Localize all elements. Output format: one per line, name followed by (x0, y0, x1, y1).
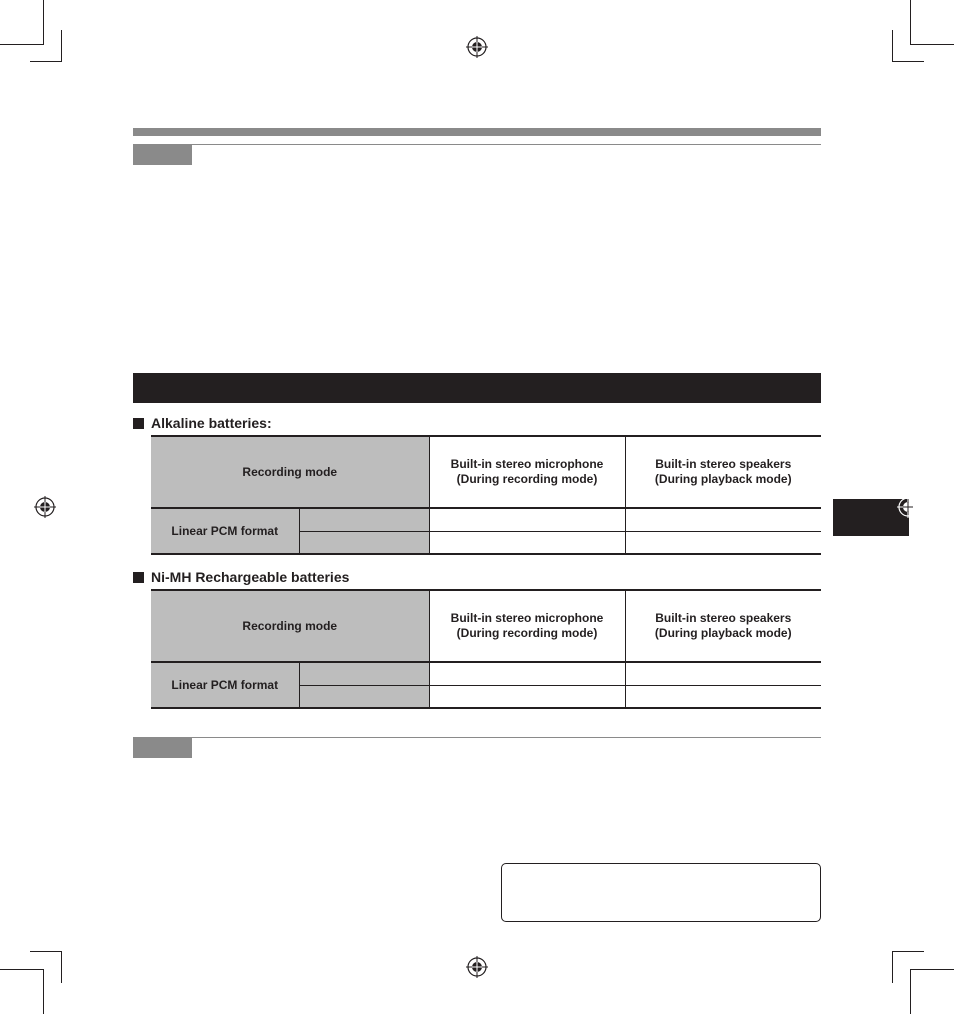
info-box (501, 863, 821, 922)
top-rule (133, 128, 821, 136)
table-cell (625, 531, 821, 554)
nimh-heading-text: Ni-MH Rechargeable batteries (151, 569, 350, 585)
note-tab-top (133, 145, 192, 165)
table-cell (299, 662, 429, 685)
bullet-square-icon (133, 418, 144, 429)
speaker-column-header (625, 436, 821, 508)
recording-mode-label: Recording mode (242, 618, 338, 633)
note-tab-bottom (133, 738, 192, 758)
table-cell (429, 531, 625, 554)
table-cell (299, 685, 429, 708)
recording-mode-header (151, 590, 429, 662)
speaker-header-line1: Built-in stereo speakers (655, 611, 792, 625)
alkaline-battery-table (151, 435, 821, 555)
mic-header-line2: (During recording mode) (456, 472, 598, 486)
mic-header-line2: (During recording mode) (456, 626, 598, 640)
nimh-heading (133, 568, 349, 586)
registration-mark-icon-bottom (466, 956, 488, 978)
alkaline-heading (133, 414, 272, 432)
mic-header-line1: Built-in stereo microphone (450, 457, 604, 471)
mic-header-line1: Built-in stereo microphone (450, 611, 604, 625)
mic-column-header (429, 590, 625, 662)
table-cell (429, 662, 625, 685)
note-rule-bottom (133, 737, 821, 738)
bullet-square-icon (133, 572, 144, 583)
table-cell (429, 685, 625, 708)
linear-pcm-label: Linear PCM format (171, 677, 279, 692)
linear-pcm-row-label (151, 662, 299, 708)
table-cell (625, 508, 821, 531)
speaker-header-line2: (During playback mode) (654, 472, 792, 486)
note-rule-top (133, 144, 821, 145)
table-cell (299, 508, 429, 531)
speaker-column-header (625, 590, 821, 662)
registration-mark-icon-right (897, 496, 919, 518)
registration-mark-icon-top (466, 36, 488, 58)
nimh-battery-table (151, 589, 821, 709)
linear-pcm-row-label (151, 508, 299, 554)
recording-mode-label: Recording mode (242, 464, 338, 479)
alkaline-heading-text: Alkaline batteries: (151, 415, 272, 431)
linear-pcm-label: Linear PCM format (171, 523, 279, 538)
speaker-header-line2: (During playback mode) (654, 626, 792, 640)
speaker-header-line1: Built-in stereo speakers (655, 457, 792, 471)
table-cell (625, 685, 821, 708)
registration-mark-icon-left (34, 496, 56, 518)
section-band (133, 373, 821, 403)
table-cell (299, 531, 429, 554)
table-cell (429, 508, 625, 531)
recording-mode-header (151, 436, 429, 508)
mic-column-header (429, 436, 625, 508)
table-cell (625, 662, 821, 685)
